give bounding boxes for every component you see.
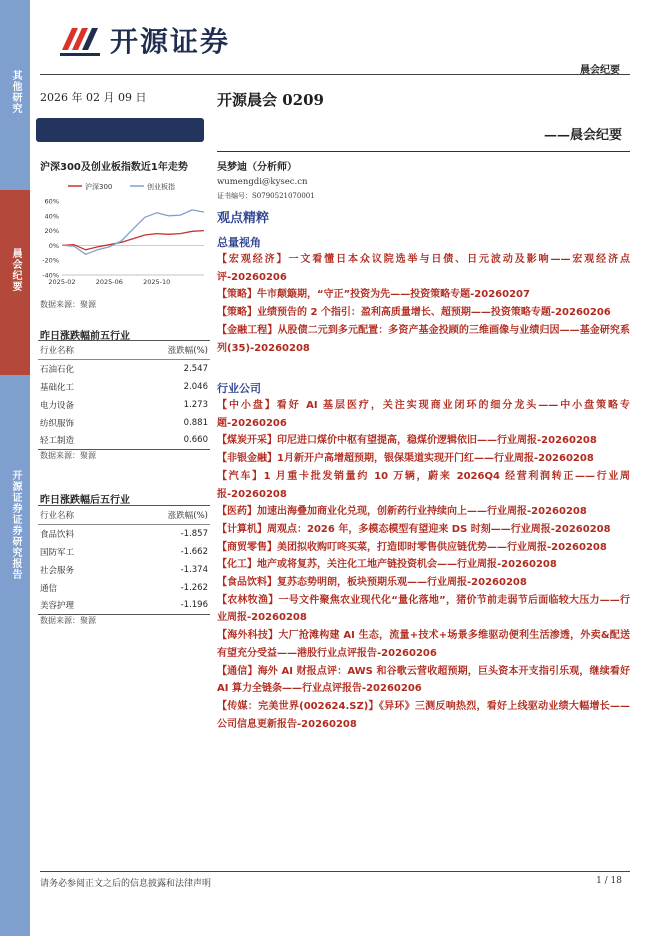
- list-item[interactable]: 【化工】地产或将复苏，关注化工地产链投资机会——行业周报-20260208: [217, 559, 557, 571]
- sector-change: 0.660: [118, 432, 211, 450]
- sidebar-label-morning: 晨会纪要: [10, 248, 21, 292]
- sector-change: 1.273: [183, 399, 208, 410]
- sidebar-section-other: [0, 0, 30, 190]
- sector-name: 纺织服饰: [40, 418, 75, 429]
- sector-name: 通信: [40, 583, 58, 594]
- logo-mark-icon: [58, 20, 104, 60]
- legend-label: 创业板指: [147, 183, 175, 191]
- series-line: [62, 210, 204, 254]
- y-tick-label: -40%: [42, 271, 59, 280]
- y-tick-label: 40%: [44, 212, 59, 221]
- chart-title: 沪深300及创业板指数近1年走势: [40, 162, 188, 173]
- header-tag: 晨会纪要: [580, 65, 620, 76]
- series-line: [62, 231, 204, 250]
- sidebar-label-other: 其他研究: [10, 70, 21, 114]
- y-tick-label: 0%: [48, 241, 59, 250]
- y-tick-label: 60%: [44, 197, 59, 206]
- x-tick-label: 2025-10: [143, 278, 171, 286]
- analyst-email[interactable]: wumengdi@kysec.cn: [217, 177, 308, 187]
- chart-series: [62, 210, 204, 254]
- x-tick-label: 2025-02: [48, 278, 76, 286]
- chart-source: 数据来源：聚源: [40, 300, 96, 309]
- col-sector-name: 行业名称: [38, 341, 118, 360]
- sector-change: 0.881: [183, 417, 208, 428]
- list-item[interactable]: 【通信】海外 AI 财报点评：AWS 和谷歌云营收超预期，巨头资本开支指引乐观，继续看好 AI 算力全链条——行业点评报告-20260206: [217, 665, 630, 695]
- list-item[interactable]: 【策略】业绩预告的 2 个指引：盈利高质量增长、超预期——投资策略专题-20260206: [217, 307, 611, 319]
- sidebar-section-morning: [0, 190, 30, 375]
- table-row: [38, 414, 210, 432]
- macro-heading: 总量视角: [217, 236, 261, 249]
- table-header-row: [38, 341, 210, 360]
- list-item[interactable]: 【医药】加速出海叠加商业化兑现，创新药行业持续向上——行业周报-20260208: [217, 506, 587, 518]
- sector-name: 石油石化: [40, 364, 75, 375]
- table-row: [38, 543, 210, 561]
- industry-heading: 行业公司: [217, 382, 261, 395]
- table-row: [38, 561, 210, 579]
- table-row: [38, 396, 210, 414]
- list-item[interactable]: 【策略】牛市颠簸期，“守正”投资为先——投资策略专题-20260207: [217, 289, 530, 301]
- list-item[interactable]: 【农林牧渔】一号文件聚焦农业现代化“量化落地”，猪价节前走弱节后面临较大压力——行业周报-20260208: [217, 594, 630, 624]
- sector-name: 轻工制造: [38, 432, 118, 450]
- chart-y-ticks: [42, 198, 59, 280]
- table-row: [38, 378, 210, 396]
- industry-list: [217, 397, 630, 733]
- sector-name: 食品饮料: [40, 529, 75, 540]
- list-item[interactable]: 【海外科技】大厂抢滩构建 AI 生态，流量+技术+场景多维驱动便利生活渗透，外卖&配送有望充分受益——港股行业点评报告-20260206: [217, 630, 630, 659]
- table-header-row: [38, 506, 210, 525]
- analyst-name: 吴梦迪（分析师）: [217, 162, 297, 173]
- page-subtitle: ——晨会纪要: [543, 128, 622, 143]
- legend-label: 沪深300: [85, 183, 113, 191]
- macro-list: [217, 251, 630, 357]
- list-item[interactable]: 【汽车】1 月重卡批发销量约 10 万辆，蔚来 2026Q4 经营利润转正——行业周报-20260208: [217, 470, 630, 500]
- title-divider: [217, 151, 630, 152]
- chart-legend: [68, 182, 175, 191]
- top-sectors-source: 数据来源：聚源: [40, 451, 96, 460]
- chart-gridlines: [62, 245, 204, 275]
- bottom-sectors-source: 数据来源：聚源: [40, 616, 96, 625]
- sector-name: 基础化工: [40, 382, 75, 393]
- sector-change: 2.046: [183, 381, 208, 392]
- sector-name: 美容护理: [38, 597, 118, 615]
- page-title: 开源晨会 0209: [217, 91, 324, 109]
- page-number: 1 / 18: [596, 876, 622, 886]
- decorative-navy-bar: [36, 118, 204, 142]
- list-item[interactable]: 【煤炭开采】印尼进口煤价中枢有望提高，稳煤价逻辑依旧——行业周报-20260208: [217, 435, 597, 447]
- report-date: 2026 年 02 月 09 日: [40, 91, 147, 104]
- list-item[interactable]: 【计算机】周观点：2026 年，多模态模型有望迎来 DS 时刻——行业周报-20260208: [217, 523, 611, 535]
- highlights-heading: 观点精粹: [217, 211, 270, 226]
- sector-change: -1.857: [180, 528, 208, 539]
- left-sidebar: [0, 0, 30, 936]
- sidebar-label-report: 开源证券证券研究报告: [10, 470, 21, 580]
- table-row: [38, 579, 210, 597]
- sector-change: -1.374: [180, 564, 208, 575]
- sector-change: 2.547: [183, 363, 208, 374]
- y-tick-label: 20%: [44, 227, 59, 236]
- sector-change: -1.196: [118, 597, 211, 615]
- footer-divider: [40, 871, 630, 872]
- x-tick-label: 2025-06: [95, 278, 123, 286]
- y-tick-label: -20%: [42, 256, 59, 265]
- col-sector-name: 行业名称: [38, 506, 118, 525]
- table-row: [38, 597, 210, 615]
- table-row: [38, 360, 210, 378]
- list-item[interactable]: 【传媒：完美世界(002624.SZ)】《异环》三测反响热烈，看好上线驱动业绩大幅增长——公司信息更新报告-20260208: [217, 700, 630, 730]
- company-logo: [58, 18, 230, 62]
- list-item[interactable]: 【宏观经济】一文看懂日本众议院选举与日债、日元波动及影响——宏观经济点评-20260206: [217, 254, 630, 283]
- top-sectors-table: [38, 340, 210, 450]
- sector-change: -1.262: [180, 582, 208, 593]
- header-divider: [40, 74, 630, 75]
- footer-disclaimer: 请务必参阅正文之后的信息披露和法律声明: [40, 879, 212, 889]
- sector-name: 电力设备: [40, 400, 75, 411]
- top-sectors-title: 昨日涨跌幅前五行业: [40, 331, 130, 342]
- chart-x-ticks: [48, 278, 170, 286]
- list-item[interactable]: 【非银金融】1月新开户高增超预期，银保渠道实现开门红——行业周报-20260208: [217, 453, 594, 465]
- sector-name: 国防军工: [40, 547, 75, 558]
- col-change: 涨跌幅(%): [118, 341, 211, 360]
- list-item[interactable]: 【商贸零售】美团拟收购叮咚买菜，打造即时零售供应链优势——行业周报-20260208: [217, 541, 607, 553]
- sector-change: -1.662: [180, 546, 208, 557]
- logo-text: 开源证券: [110, 25, 231, 58]
- analyst-cert: 证书编号：S0790521070001: [217, 192, 315, 200]
- bottom-sectors-table: [38, 505, 210, 615]
- table-row: [38, 525, 210, 543]
- table-row: [38, 432, 210, 450]
- col-change: 涨跌幅(%): [118, 506, 211, 525]
- bottom-sectors-title: 昨日涨跌幅后五行业: [40, 495, 130, 506]
- sector-name: 社会服务: [40, 565, 75, 576]
- list-item[interactable]: 【金融工程】从股债二元到多元配置：多资产基金投顾的三维画像与业绩归因——基金研究系列(35)-20260208: [217, 324, 630, 354]
- sidebar-section-report: [0, 375, 30, 936]
- list-item[interactable]: 【食品饮料】复苏态势明朗，板块预期乐观——行业周报-20260208: [217, 577, 527, 589]
- index-trend-chart: [38, 177, 210, 292]
- list-item[interactable]: 【中小盘】看好 AI 基层医疗，关注实现商业闭环的细分龙头——中小盘策略专题-20260206: [217, 400, 630, 429]
